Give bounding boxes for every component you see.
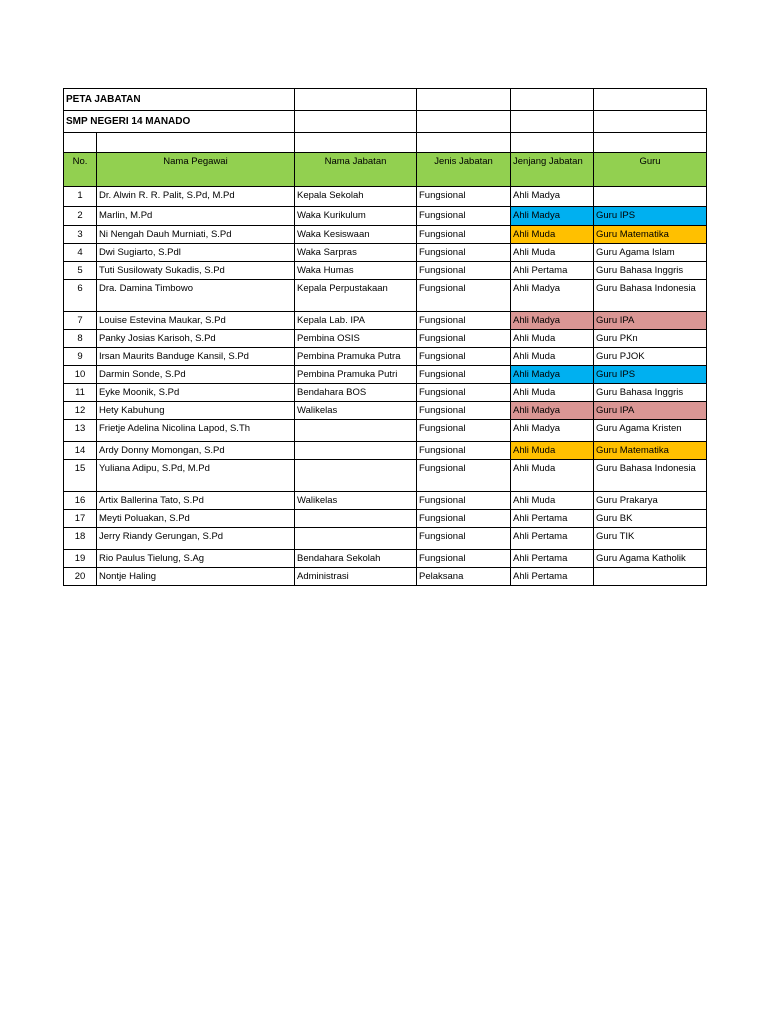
cell-jenjang-jabatan: Ahli Pertama bbox=[511, 568, 594, 586]
empty-cell bbox=[594, 111, 707, 133]
cell-jenjang-jabatan: Ahli Muda bbox=[511, 244, 594, 262]
cell-guru: Guru Bahasa Inggris bbox=[594, 262, 707, 280]
cell-jenis-jabatan: Fungsional bbox=[417, 442, 511, 460]
cell-nama-pegawai: Jerry Riandy Gerungan, S.Pd bbox=[97, 528, 295, 550]
cell-jenjang-jabatan: Ahli Madya bbox=[511, 280, 594, 312]
cell-jenis-jabatan: Fungsional bbox=[417, 366, 511, 384]
cell-nama-jabatan: Pembina Pramuka Putri bbox=[295, 366, 417, 384]
subtitle-row bbox=[64, 111, 707, 133]
cell-jenis-jabatan: Fungsional bbox=[417, 492, 511, 510]
cell-no: 18 bbox=[64, 528, 97, 550]
cell-jenjang-jabatan: Ahli Muda bbox=[511, 348, 594, 366]
cell-jenjang-jabatan: Ahli Pertama bbox=[511, 550, 594, 568]
table-row bbox=[64, 366, 707, 384]
empty-cell bbox=[511, 89, 594, 111]
cell-no: 15 bbox=[64, 460, 97, 492]
cell-guru: Guru TIK bbox=[594, 528, 707, 550]
cell-no: 14 bbox=[64, 442, 97, 460]
header-no: No. bbox=[64, 153, 97, 187]
cell-guru: Guru Bahasa Indonesia bbox=[594, 460, 707, 492]
cell-nama-pegawai: Yuliana Adipu, S.Pd, M.Pd bbox=[97, 460, 295, 492]
cell-jenis-jabatan: Fungsional bbox=[417, 226, 511, 244]
cell-no: 9 bbox=[64, 348, 97, 366]
empty-cell bbox=[295, 89, 417, 111]
cell-guru: Guru Agama Katholik bbox=[594, 550, 707, 568]
cell-no: 4 bbox=[64, 244, 97, 262]
cell-guru: Guru IPS bbox=[594, 366, 707, 384]
header-nama-jabatan: Nama Jabatan bbox=[295, 153, 417, 187]
cell-jenis-jabatan: Fungsional bbox=[417, 244, 511, 262]
cell-nama-pegawai: Dwi Sugiarto, S.Pdl bbox=[97, 244, 295, 262]
cell-nama-pegawai: Louise Estevina Maukar, S.Pd bbox=[97, 312, 295, 330]
cell-guru: Guru Matematika bbox=[594, 442, 707, 460]
cell-guru: Guru Agama Islam bbox=[594, 244, 707, 262]
cell-nama-jabatan: Kepala Sekolah bbox=[295, 187, 417, 207]
table-row bbox=[64, 262, 707, 280]
cell-nama-jabatan: Walikelas bbox=[295, 402, 417, 420]
cell-jenis-jabatan: Fungsional bbox=[417, 528, 511, 550]
cell-jenis-jabatan: Fungsional bbox=[417, 402, 511, 420]
cell-nama-jabatan: Waka Humas bbox=[295, 262, 417, 280]
empty-cell bbox=[97, 133, 295, 153]
cell-jenjang-jabatan: Ahli Pertama bbox=[511, 262, 594, 280]
empty-cell bbox=[594, 133, 707, 153]
cell-jenjang-jabatan: Ahli Muda bbox=[511, 492, 594, 510]
spacer-row bbox=[64, 133, 707, 153]
cell-jenis-jabatan: Fungsional bbox=[417, 312, 511, 330]
cell-jenjang-jabatan: Ahli Muda bbox=[511, 442, 594, 460]
cell-nama-jabatan bbox=[295, 528, 417, 550]
cell-nama-jabatan: Bendahara BOS bbox=[295, 384, 417, 402]
cell-nama-pegawai: Hety Kabuhung bbox=[97, 402, 295, 420]
cell-jenjang-jabatan: Ahli Madya bbox=[511, 402, 594, 420]
cell-guru bbox=[594, 568, 707, 586]
cell-no: 7 bbox=[64, 312, 97, 330]
cell-jenjang-jabatan: Ahli Muda bbox=[511, 330, 594, 348]
cell-guru: Guru PJOK bbox=[594, 348, 707, 366]
cell-guru: Guru IPA bbox=[594, 312, 707, 330]
cell-jenjang-jabatan: Ahli Madya bbox=[511, 207, 594, 226]
cell-nama-jabatan: Pembina Pramuka Putra bbox=[295, 348, 417, 366]
cell-jenjang-jabatan: Ahli Madya bbox=[511, 420, 594, 442]
cell-jenis-jabatan: Fungsional bbox=[417, 280, 511, 312]
empty-cell bbox=[511, 133, 594, 153]
cell-nama-pegawai: Frietje Adelina Nicolina Lapod, S.Th bbox=[97, 420, 295, 442]
cell-guru: Guru BK bbox=[594, 510, 707, 528]
cell-no: 3 bbox=[64, 226, 97, 244]
table-row bbox=[64, 348, 707, 366]
cell-jenjang-jabatan: Ahli Muda bbox=[511, 384, 594, 402]
cell-nama-pegawai: Dr. Alwin R. R. Palit, S.Pd, M.Pd bbox=[97, 187, 295, 207]
jabatan-table bbox=[63, 88, 707, 586]
table-row bbox=[64, 312, 707, 330]
cell-guru: Guru Agama Kristen bbox=[594, 420, 707, 442]
cell-jenjang-jabatan: Ahli Madya bbox=[511, 187, 594, 207]
header-row bbox=[64, 153, 707, 187]
table-row bbox=[64, 568, 707, 586]
cell-nama-jabatan: Kepala Perpustakaan bbox=[295, 280, 417, 312]
cell-guru: Guru Matematika bbox=[594, 226, 707, 244]
table-row bbox=[64, 528, 707, 550]
cell-nama-pegawai: Panky Josias Karisoh, S.Pd bbox=[97, 330, 295, 348]
cell-nama-pegawai: Artix Ballerina Tato, S.Pd bbox=[97, 492, 295, 510]
cell-jenjang-jabatan: Ahli Muda bbox=[511, 460, 594, 492]
table-row bbox=[64, 226, 707, 244]
table-row bbox=[64, 207, 707, 226]
cell-guru: Guru PKn bbox=[594, 330, 707, 348]
cell-nama-pegawai: Ardy Donny Momongan, S.Pd bbox=[97, 442, 295, 460]
cell-jenjang-jabatan: Ahli Pertama bbox=[511, 528, 594, 550]
cell-jenis-jabatan: Fungsional bbox=[417, 330, 511, 348]
cell-nama-pegawai: Marlin, M.Pd bbox=[97, 207, 295, 226]
table-row bbox=[64, 384, 707, 402]
title-row bbox=[64, 89, 707, 111]
empty-cell bbox=[417, 111, 511, 133]
cell-nama-jabatan: Waka Kurikulum bbox=[295, 207, 417, 226]
cell-nama-jabatan: Waka Sarpras bbox=[295, 244, 417, 262]
cell-no: 12 bbox=[64, 402, 97, 420]
cell-jenis-jabatan: Fungsional bbox=[417, 348, 511, 366]
cell-nama-pegawai: Irsan Maurits Banduge Kansil, S.Pd bbox=[97, 348, 295, 366]
cell-nama-jabatan: Kepala Lab. IPA bbox=[295, 312, 417, 330]
cell-nama-pegawai: Dra. Damina Timbowo bbox=[97, 280, 295, 312]
cell-guru: Guru Prakarya bbox=[594, 492, 707, 510]
table-row bbox=[64, 420, 707, 442]
cell-no: 19 bbox=[64, 550, 97, 568]
empty-cell bbox=[417, 89, 511, 111]
cell-nama-jabatan bbox=[295, 510, 417, 528]
table-row bbox=[64, 280, 707, 312]
table-row bbox=[64, 244, 707, 262]
cell-no: 6 bbox=[64, 280, 97, 312]
empty-cell bbox=[295, 133, 417, 153]
cell-jenis-jabatan: Fungsional bbox=[417, 510, 511, 528]
cell-guru: Guru IPA bbox=[594, 402, 707, 420]
table-row bbox=[64, 460, 707, 492]
header-jenis-jabatan: Jenis Jabatan bbox=[417, 153, 511, 187]
cell-nama-pegawai: Ni Nengah Dauh Murniati, S.Pd bbox=[97, 226, 295, 244]
empty-cell bbox=[295, 111, 417, 133]
cell-jenis-jabatan: Pelaksana bbox=[417, 568, 511, 586]
cell-no: 11 bbox=[64, 384, 97, 402]
cell-jenjang-jabatan: Ahli Madya bbox=[511, 312, 594, 330]
empty-cell bbox=[417, 133, 511, 153]
cell-nama-jabatan bbox=[295, 420, 417, 442]
cell-jenis-jabatan: Fungsional bbox=[417, 550, 511, 568]
cell-no: 1 bbox=[64, 187, 97, 207]
cell-no: 20 bbox=[64, 568, 97, 586]
page-title: PETA JABATAN bbox=[64, 89, 295, 111]
table-row bbox=[64, 187, 707, 207]
cell-nama-jabatan: Walikelas bbox=[295, 492, 417, 510]
cell-no: 5 bbox=[64, 262, 97, 280]
empty-cell bbox=[594, 89, 707, 111]
cell-jenjang-jabatan: Ahli Madya bbox=[511, 366, 594, 384]
cell-nama-jabatan: Pembina OSIS bbox=[295, 330, 417, 348]
cell-no: 16 bbox=[64, 492, 97, 510]
cell-guru: Guru Bahasa Inggris bbox=[594, 384, 707, 402]
cell-nama-jabatan bbox=[295, 460, 417, 492]
table-row bbox=[64, 402, 707, 420]
table-row bbox=[64, 510, 707, 528]
table-row bbox=[64, 492, 707, 510]
header-guru: Guru bbox=[594, 153, 707, 187]
cell-nama-pegawai: Rio Paulus Tielung, S.Ag bbox=[97, 550, 295, 568]
cell-no: 13 bbox=[64, 420, 97, 442]
cell-jenis-jabatan: Fungsional bbox=[417, 262, 511, 280]
table-row bbox=[64, 550, 707, 568]
cell-no: 8 bbox=[64, 330, 97, 348]
cell-nama-jabatan bbox=[295, 442, 417, 460]
cell-jenis-jabatan: Fungsional bbox=[417, 187, 511, 207]
cell-nama-jabatan: Administrasi bbox=[295, 568, 417, 586]
header-nama-pegawai: Nama Pegawai bbox=[97, 153, 295, 187]
cell-jenis-jabatan: Fungsional bbox=[417, 207, 511, 226]
cell-no: 10 bbox=[64, 366, 97, 384]
cell-nama-pegawai: Tuti Susilowaty Sukadis, S.Pd bbox=[97, 262, 295, 280]
cell-guru: Guru Bahasa Indonesia bbox=[594, 280, 707, 312]
cell-jenjang-jabatan: Ahli Pertama bbox=[511, 510, 594, 528]
cell-no: 2 bbox=[64, 207, 97, 226]
table-row bbox=[64, 442, 707, 460]
cell-jenis-jabatan: Fungsional bbox=[417, 420, 511, 442]
cell-nama-pegawai: Meyti Poluakan, S.Pd bbox=[97, 510, 295, 528]
cell-nama-pegawai: Darmin Sonde, S.Pd bbox=[97, 366, 295, 384]
empty-cell bbox=[64, 133, 97, 153]
cell-nama-pegawai: Eyke Moonik, S.Pd bbox=[97, 384, 295, 402]
table-row bbox=[64, 330, 707, 348]
cell-nama-pegawai: Nontje Haling bbox=[97, 568, 295, 586]
cell-jenis-jabatan: Fungsional bbox=[417, 460, 511, 492]
cell-jenis-jabatan: Fungsional bbox=[417, 384, 511, 402]
empty-cell bbox=[511, 111, 594, 133]
cell-no: 17 bbox=[64, 510, 97, 528]
school-name: SMP NEGERI 14 MANADO bbox=[64, 111, 295, 133]
cell-jenjang-jabatan: Ahli Muda bbox=[511, 226, 594, 244]
cell-guru bbox=[594, 187, 707, 207]
cell-nama-jabatan: Waka Kesiswaan bbox=[295, 226, 417, 244]
header-jenjang-jabatan: Jenjang Jabatan bbox=[511, 153, 594, 187]
cell-nama-jabatan: Bendahara Sekolah bbox=[295, 550, 417, 568]
cell-guru: Guru IPS bbox=[594, 207, 707, 226]
